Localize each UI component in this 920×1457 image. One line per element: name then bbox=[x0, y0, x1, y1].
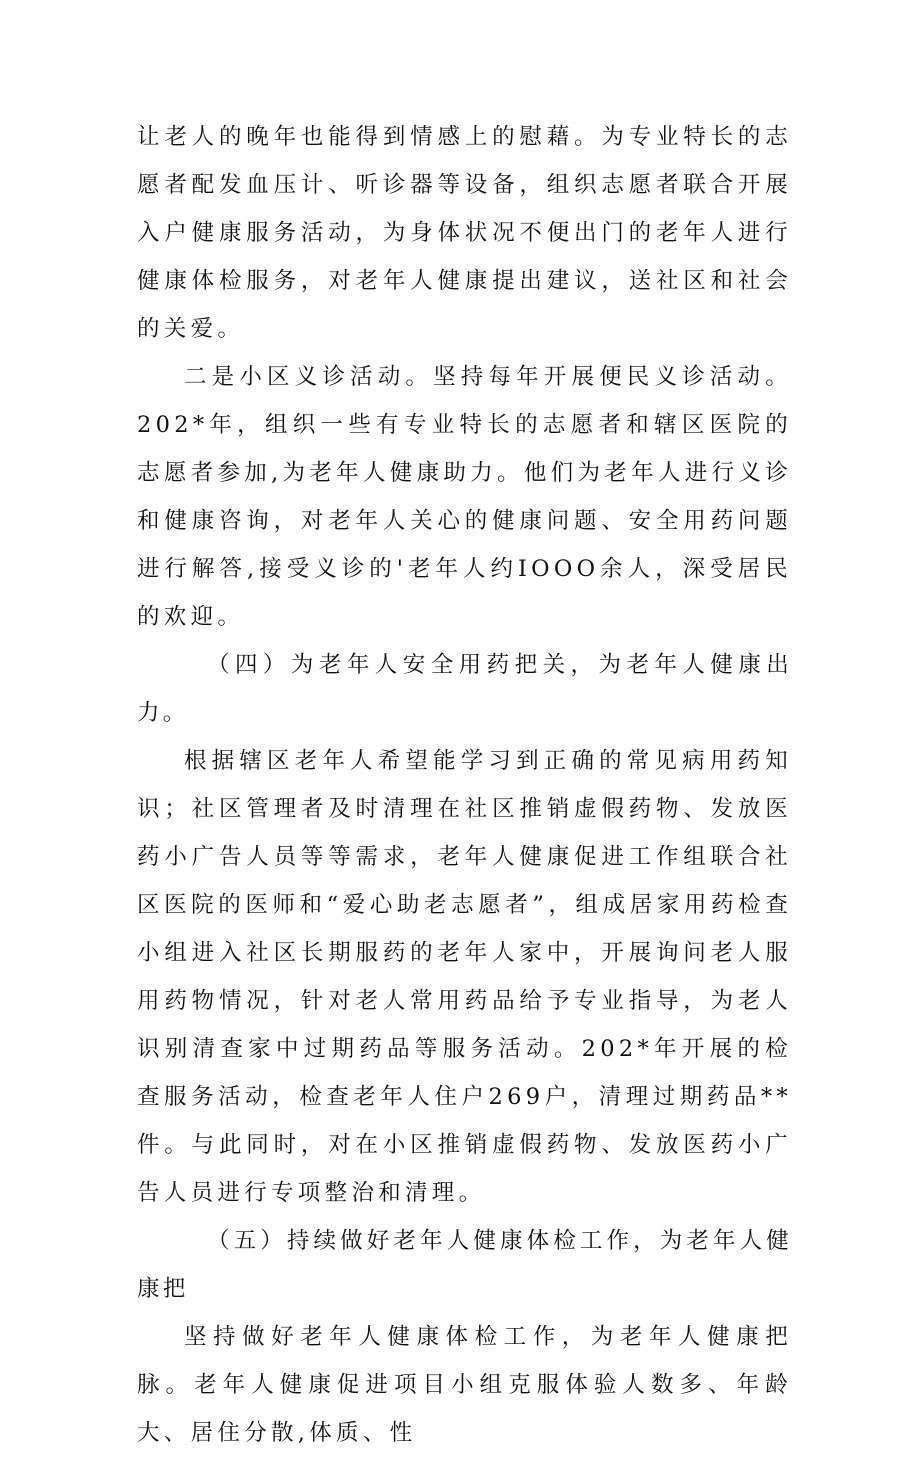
paragraph-continued: 让老人的晚年也能得到情感上的慰藉。为专业特长的志愿者配发血压计、听诊器等设备，组织志愿者联合开展入户健康服务活动，为身体状况不便出门的老年人进行健康体检服务，对老年人健康提出建议，送社区和社会的关爱。 bbox=[137, 124, 792, 342]
section-heading-5: （五）持续做好老年人健康体检工作，为老年人健康把 bbox=[137, 1228, 792, 1302]
paragraph-free-clinic: 二是小区义诊活动。坚持每年开展便民义诊活动。202*年，组织一些有专业特长的志愿者和辖区医院的志愿者参加,为老年人健康助力。他们为老年人进行义诊和健康咨询，对老年人关心的健康问题、安全用药问题进行解答,接受义诊的'老年人约IOOO余人，深受居民的欢迎。 bbox=[137, 364, 792, 630]
paragraph-medication-check: 根据辖区老年人希望能学习到正确的常见病用药知识；社区管理者及时清理在社区推销虚假药物、发放医药小广告人员等等需求，老年人健康促进工作组联合社区医院的医师和“爱心助老志愿者”，组成居家用药检查小组进入社区长期服药的老年人家中，开展询问老人服用药物情况，针对老人常用药品给予专业指导，为老人识别清查家中过期药品等服务活动。202*年开展的检查服务活动，检查老年人住户269户，清理过期药品**件。与此同时，对在小区推销虚假药物、发放医药小广告人员进行专项整治和清理。 bbox=[137, 748, 792, 1206]
document-body bbox=[137, 113, 792, 1457]
section-heading-4: （四）为老年人安全用药把关，为老年人健康出力。 bbox=[137, 652, 792, 726]
paragraph-health-checkup: 坚持做好老年人健康体检工作，为老年人健康把脉。老年人健康促进项目小组克服体验人数多、年龄大、居住分散,体质、性 bbox=[137, 1324, 792, 1446]
